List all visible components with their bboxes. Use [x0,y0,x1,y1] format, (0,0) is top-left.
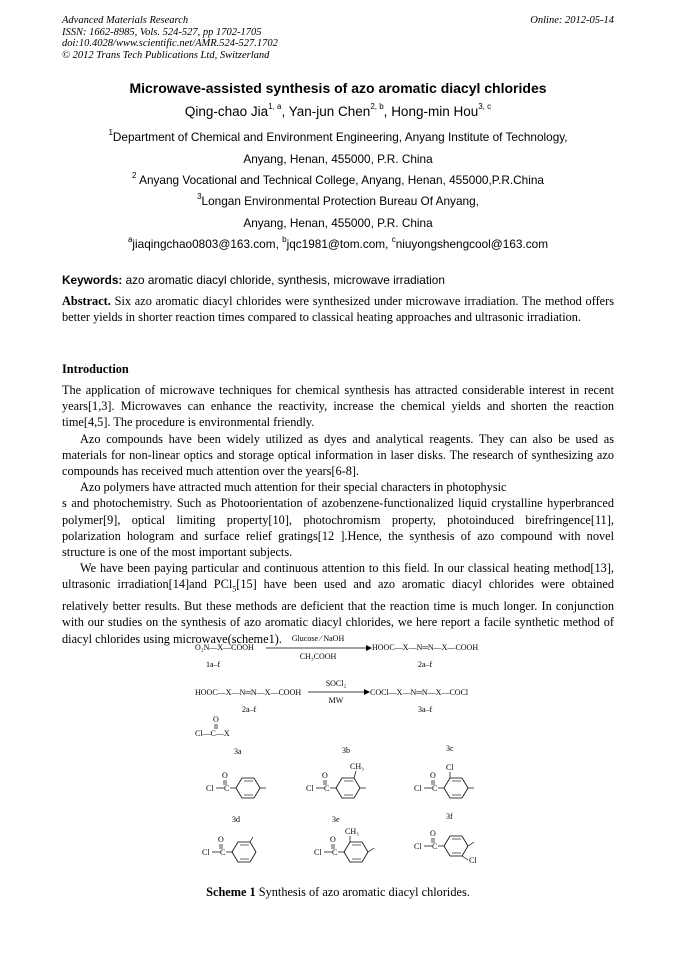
structure-3d [202,835,256,862]
email-link[interactable]: jqc1981@tom.com, [286,237,392,251]
author-name: Qing-chao Jia [184,104,269,119]
reagent-bottom: CH₃COOH [299,652,337,661]
compound-label: 3a–f [418,705,433,714]
reagent-top: Glucose ⁄ NaOH [291,634,345,643]
author-sup: 2, b [370,102,384,111]
doi: doi:10.4028/www.scientific.net/AMR.524-527.1702 [62,38,278,49]
email-link[interactable]: niuyongshengcool@163.com [395,237,549,251]
structure-3c [414,763,474,798]
svg-text:O: O [330,835,336,844]
compound-label: 2a–f [418,660,433,669]
online-date: Online: 2012-05-14 [530,15,614,26]
structure-label: 3e [332,815,340,824]
issn: ISSN: 1662-8985, Vols. 524-527, pp 1702-1705 [62,26,262,38]
paragraph: The application of microwave techniques for chemical synthesis has attracted considerable interest in recent years[1,3]. Microwaves can enhance the reactivity, increase the chemical yields and shorten the reaction time[4,5]. The procedure is environmental friendly. [62,383,614,430]
svg-text:Cl: Cl [306,784,314,793]
svg-text:C: C [224,784,230,793]
svg-text:CH₃: CH₃ [350,762,364,771]
svg-text:O: O [222,771,228,780]
svg-text:O: O [322,771,328,780]
paragraph: Azo polymers have attracted much attention for their special characters in photophysic [80,480,507,495]
affiliation-3-line-2: Anyang, Henan, 455000, P.R. China [243,216,433,230]
svg-text:CH₃: CH₃ [345,827,359,836]
svg-text:Cl: Cl [414,842,422,851]
email-line: $^a$jiaqingchao0803@163.com, $^b$jqc1981@tom.com, $^c$niuyongshengcool@163.com [127,235,549,251]
author-sup: 1, a [268,102,282,111]
paragraph: s and photochemistry. Such as Photoorientation of azobenzene-functionalized liquid crystalline hyperbranced polymer[9], optical limiting property[10], photochromism property, photoinduced birefringence[11], polarization hologram and surface relief gratings[12 ].Hence, the synthesis of azo compound with novel structure is one of the most important subjects. [62,496,614,560]
svg-text:Cl: Cl [469,856,477,865]
author-line: Qing-chao Jia$^{1, a}$, Yan-jun Chen$^{2, b}$, Hong-min Hou$^{3, c}$ [184,102,492,119]
svg-text:C: C [432,842,438,851]
carbonyl-o: O [213,715,219,724]
reagent-bottom: MW [328,696,344,705]
structure-3b [306,762,366,798]
svg-text:Cl: Cl [314,848,322,857]
affiliation-1: $^1$Department of Chemical and Environment Engineering, Anyang Institute of Technology, [108,128,568,144]
affiliation-2: $^2$ Anyang Vocational and Technical College, Anyang, Henan, 455000,P.R.China [132,171,544,187]
svg-text:O: O [218,835,224,844]
paper-title: Microwave-assisted synthesis of azo aromatic diacyl chlorides [129,80,547,96]
author-name: Hong-min Hou [391,104,479,119]
journal-name: Advanced Materials Research [62,15,189,26]
svg-text:Cl: Cl [414,784,422,793]
reagent-top: SOCl₂ [325,679,347,688]
svg-text:C: C [432,784,438,793]
keywords: Keywords: azo aromatic diacyl chloride, synthesis, microwave irradiation [62,273,445,287]
structure-3a [206,771,266,798]
reactant-2: HOOC—X—N═N—X—COOH [195,688,302,697]
structure-label: 3c [446,744,454,753]
affiliation-1-line-2: Anyang, Henan, 455000, P.R. China [243,152,433,166]
copyright: © 2012 Trans Tech Publications Ltd, Switzerland [62,49,270,61]
abstract-label: Abstract. [62,294,111,308]
author-name: Yan-jun Chen [288,104,371,119]
email-link[interactable]: jiaqingchao0803@163.com, [132,237,283,251]
svg-text:C: C [332,848,338,857]
structure-label: 3d [232,815,240,824]
structure-3f [414,829,477,865]
compound-label: 1a–f [206,660,221,669]
compound-label: 2a–f [242,705,257,714]
generic-structure: Cl—C—X [195,729,230,738]
structure-label: 3b [342,746,350,755]
paragraph: We have been paying particular and continuous attention to this field. In our classical heating method[13], ultrasonic irradiation[14]and PCl$_5$[15] have been used and azo aromatic diacyl chlorides were obtained relatively better results. But these methods are deficient that the reaction time is much longer. In conjunction with our studies on the synthesis of azo aromatic diacyl chlorides, we here report a facile synthetic method of diacyl chlorides using microwave(scheme1). [62,561,614,646]
reactant-1: O₂N—X—COOH [195,643,254,652]
abstract: Abstract. Six azo aromatic diacyl chlorides were synthesized under microwave irradiation. The method offers better yields in shorter reaction times compared to classical heating approaches and ultrasonic irradiation. [62,294,614,325]
svg-text:C: C [220,848,226,857]
section-heading: Introduction [62,362,129,376]
affiliation-3: $^3$Longan Environmental Protection Bureau Of Anyang, [197,192,479,208]
caption-label: Scheme 1 [206,885,256,899]
keywords-label: Keywords: [62,273,123,287]
svg-text:C: C [324,784,330,793]
svg-text:Cl: Cl [206,784,214,793]
svg-text:O: O [430,771,436,780]
svg-text:Cl: Cl [446,763,454,772]
paragraph: Azo compounds have been widely utilized as dyes and analytical reagents. They can also be used as materials for non-linear optics and storage optical information in laser disks. The research of synthesizing azo compounds has received much attention over the years[6-8]. [62,431,614,479]
structure-3e [314,827,374,862]
svg-text:O: O [430,829,436,838]
scheme-caption: Scheme 1 Synthesis of azo aromatic diacyl chlorides. [206,885,470,899]
structure-label: 3a [234,747,242,756]
structure-label: 3f [446,812,453,821]
svg-text:Cl: Cl [202,848,210,857]
product-1: HOOC—X—N═N—X—COOH [372,643,479,652]
author-sup: 3, c [478,102,492,111]
product-2: COCl—X—N═N—X—COCl [370,688,469,697]
